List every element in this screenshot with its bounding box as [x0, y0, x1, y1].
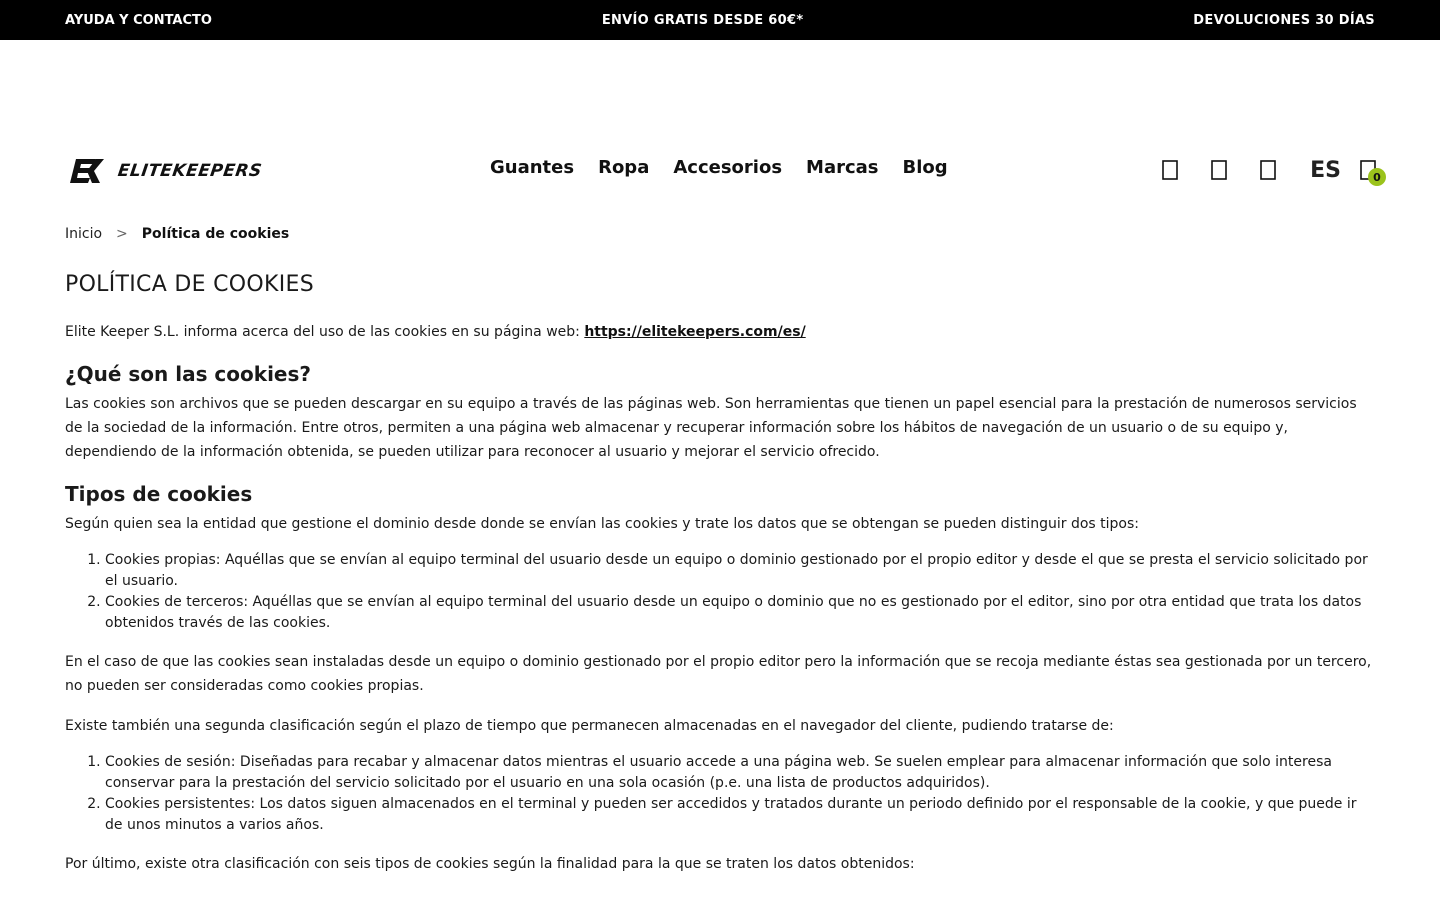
section-heading-types: Tipos de cookies: [65, 482, 253, 506]
page-title: POLÍTICA DE COOKIES: [65, 272, 314, 297]
site-logo[interactable]: [70, 156, 280, 186]
logo-text: ELITEKEEPERS: [116, 161, 264, 181]
paragraph-second-classification: Existe también una segunda clasificación según el plazo de tiempo que permanecen almacenadas en el navegador del cliente, pudiendo tratarse de:: [65, 718, 1114, 734]
site-header: [0, 40, 1440, 218]
list-owner-types: [105, 550, 1375, 634]
cart-button[interactable]: [1356, 156, 1380, 184]
header-actions: [1133, 156, 1380, 184]
cart-count-badge: 0: [1368, 168, 1386, 186]
breadcrumb-separator: >: [116, 226, 128, 242]
site-url-link[interactable]: https://elitekeepers.com/es/: [584, 324, 806, 340]
nav-item-accesorios[interactable]: Accesorios: [673, 157, 783, 178]
search-icon[interactable]: [1158, 156, 1182, 184]
heart-icon[interactable]: [1256, 156, 1280, 184]
free-shipping-notice: ENVÍO GRATIS DESDE 60€*: [601, 12, 804, 28]
breadcrumb-current: Política de cookies: [141, 226, 290, 242]
intro-paragraph: [65, 320, 1375, 344]
list-item: 1. Cookies propias: Aquéllas que se envían al equipo terminal del usuario desde un equipo o dominio gestionado por el propio editor y desde el que se presta el servicio solicitado por el usuario.: [105, 550, 1375, 592]
nav-item-blog[interactable]: Blog: [902, 157, 948, 178]
section-heading-what: ¿Qué son las cookies?: [65, 362, 311, 386]
list-item: 1. Cookies de sesión: Diseñadas para recabar y almacenar datos mientras el usuario accede a una página web. Se suelen emplear para almacenar información que solo interesa conservar para la prestación del servicio solicitado por el usuario en una sola ocasión (p.e. una lista de productos adquiridos).: [105, 752, 1375, 794]
language-selector[interactable]: ES: [1310, 157, 1341, 183]
breadcrumb-home[interactable]: Inicio: [65, 226, 103, 242]
intro-text: Elite Keeper S.L. informa acerca del uso de las cookies en su página web:: [65, 324, 585, 340]
page-content: [65, 270, 1375, 876]
nav-item-marcas[interactable]: Marcas: [806, 157, 879, 178]
paragraph-case: En el caso de que las cookies sean instaladas desde un equipo o dominio gestionado por el propio editor pero la información que se recoja mediante éstas sea gestionada por un tercero, no pueden ser consideradas como cookies propias.: [65, 654, 1372, 694]
breadcrumb: [65, 226, 289, 242]
logo-mark-icon: [70, 157, 116, 185]
top-announcement-bar: [0, 0, 1440, 40]
user-icon[interactable]: [1207, 156, 1231, 184]
returns-notice: DEVOLUCIONES 30 DÍAS: [1193, 12, 1375, 28]
nav-item-guantes[interactable]: Guantes: [490, 157, 575, 178]
nav-item-ropa[interactable]: Ropa: [598, 157, 650, 178]
list-item: 2. Cookies de terceros: Aquéllas que se envían al equipo terminal del usuario desde un equipo o dominio que no es gestionado por el editor, sino por otra entidad que trata los datos obtenidos través de las cookies.: [105, 592, 1375, 634]
paragraph-last: Por último, existe otra clasificación con seis tipos de cookies según la finalidad para la que se traten los datos obtenidos:: [65, 856, 915, 872]
help-contact-link[interactable]: AYUDA Y CONTACTO: [65, 12, 212, 28]
list-item: 2. Cookies persistentes: Los datos siguen almacenados en el terminal y pueden ser accedidos y tratados durante un periodo definido por el responsable de la cookie, y que puede ir de unos minutos a varios años.: [105, 794, 1375, 836]
main-nav: [490, 157, 948, 178]
paragraph-types: Según quien sea la entidad que gestione el dominio desde donde se envían las cookies y trate los datos que se obtengan se pueden distinguir dos tipos:: [65, 516, 1139, 532]
list-duration-types: [105, 752, 1375, 836]
paragraph-what: Las cookies son archivos que se pueden descargar en su equipo a través de las páginas web. Son herramientas que tienen un papel esencial para la prestación de numerosos servicios de la sociedad de la información. Entre otros, permiten a una página web almacenar y recuperar información sobre los hábitos de navegación de un usuario o de su equipo y, dependiendo de la información obtenida, se pueden utilizar para reconocer al usuario y mejorar el servicio ofrecido.: [65, 396, 1357, 460]
